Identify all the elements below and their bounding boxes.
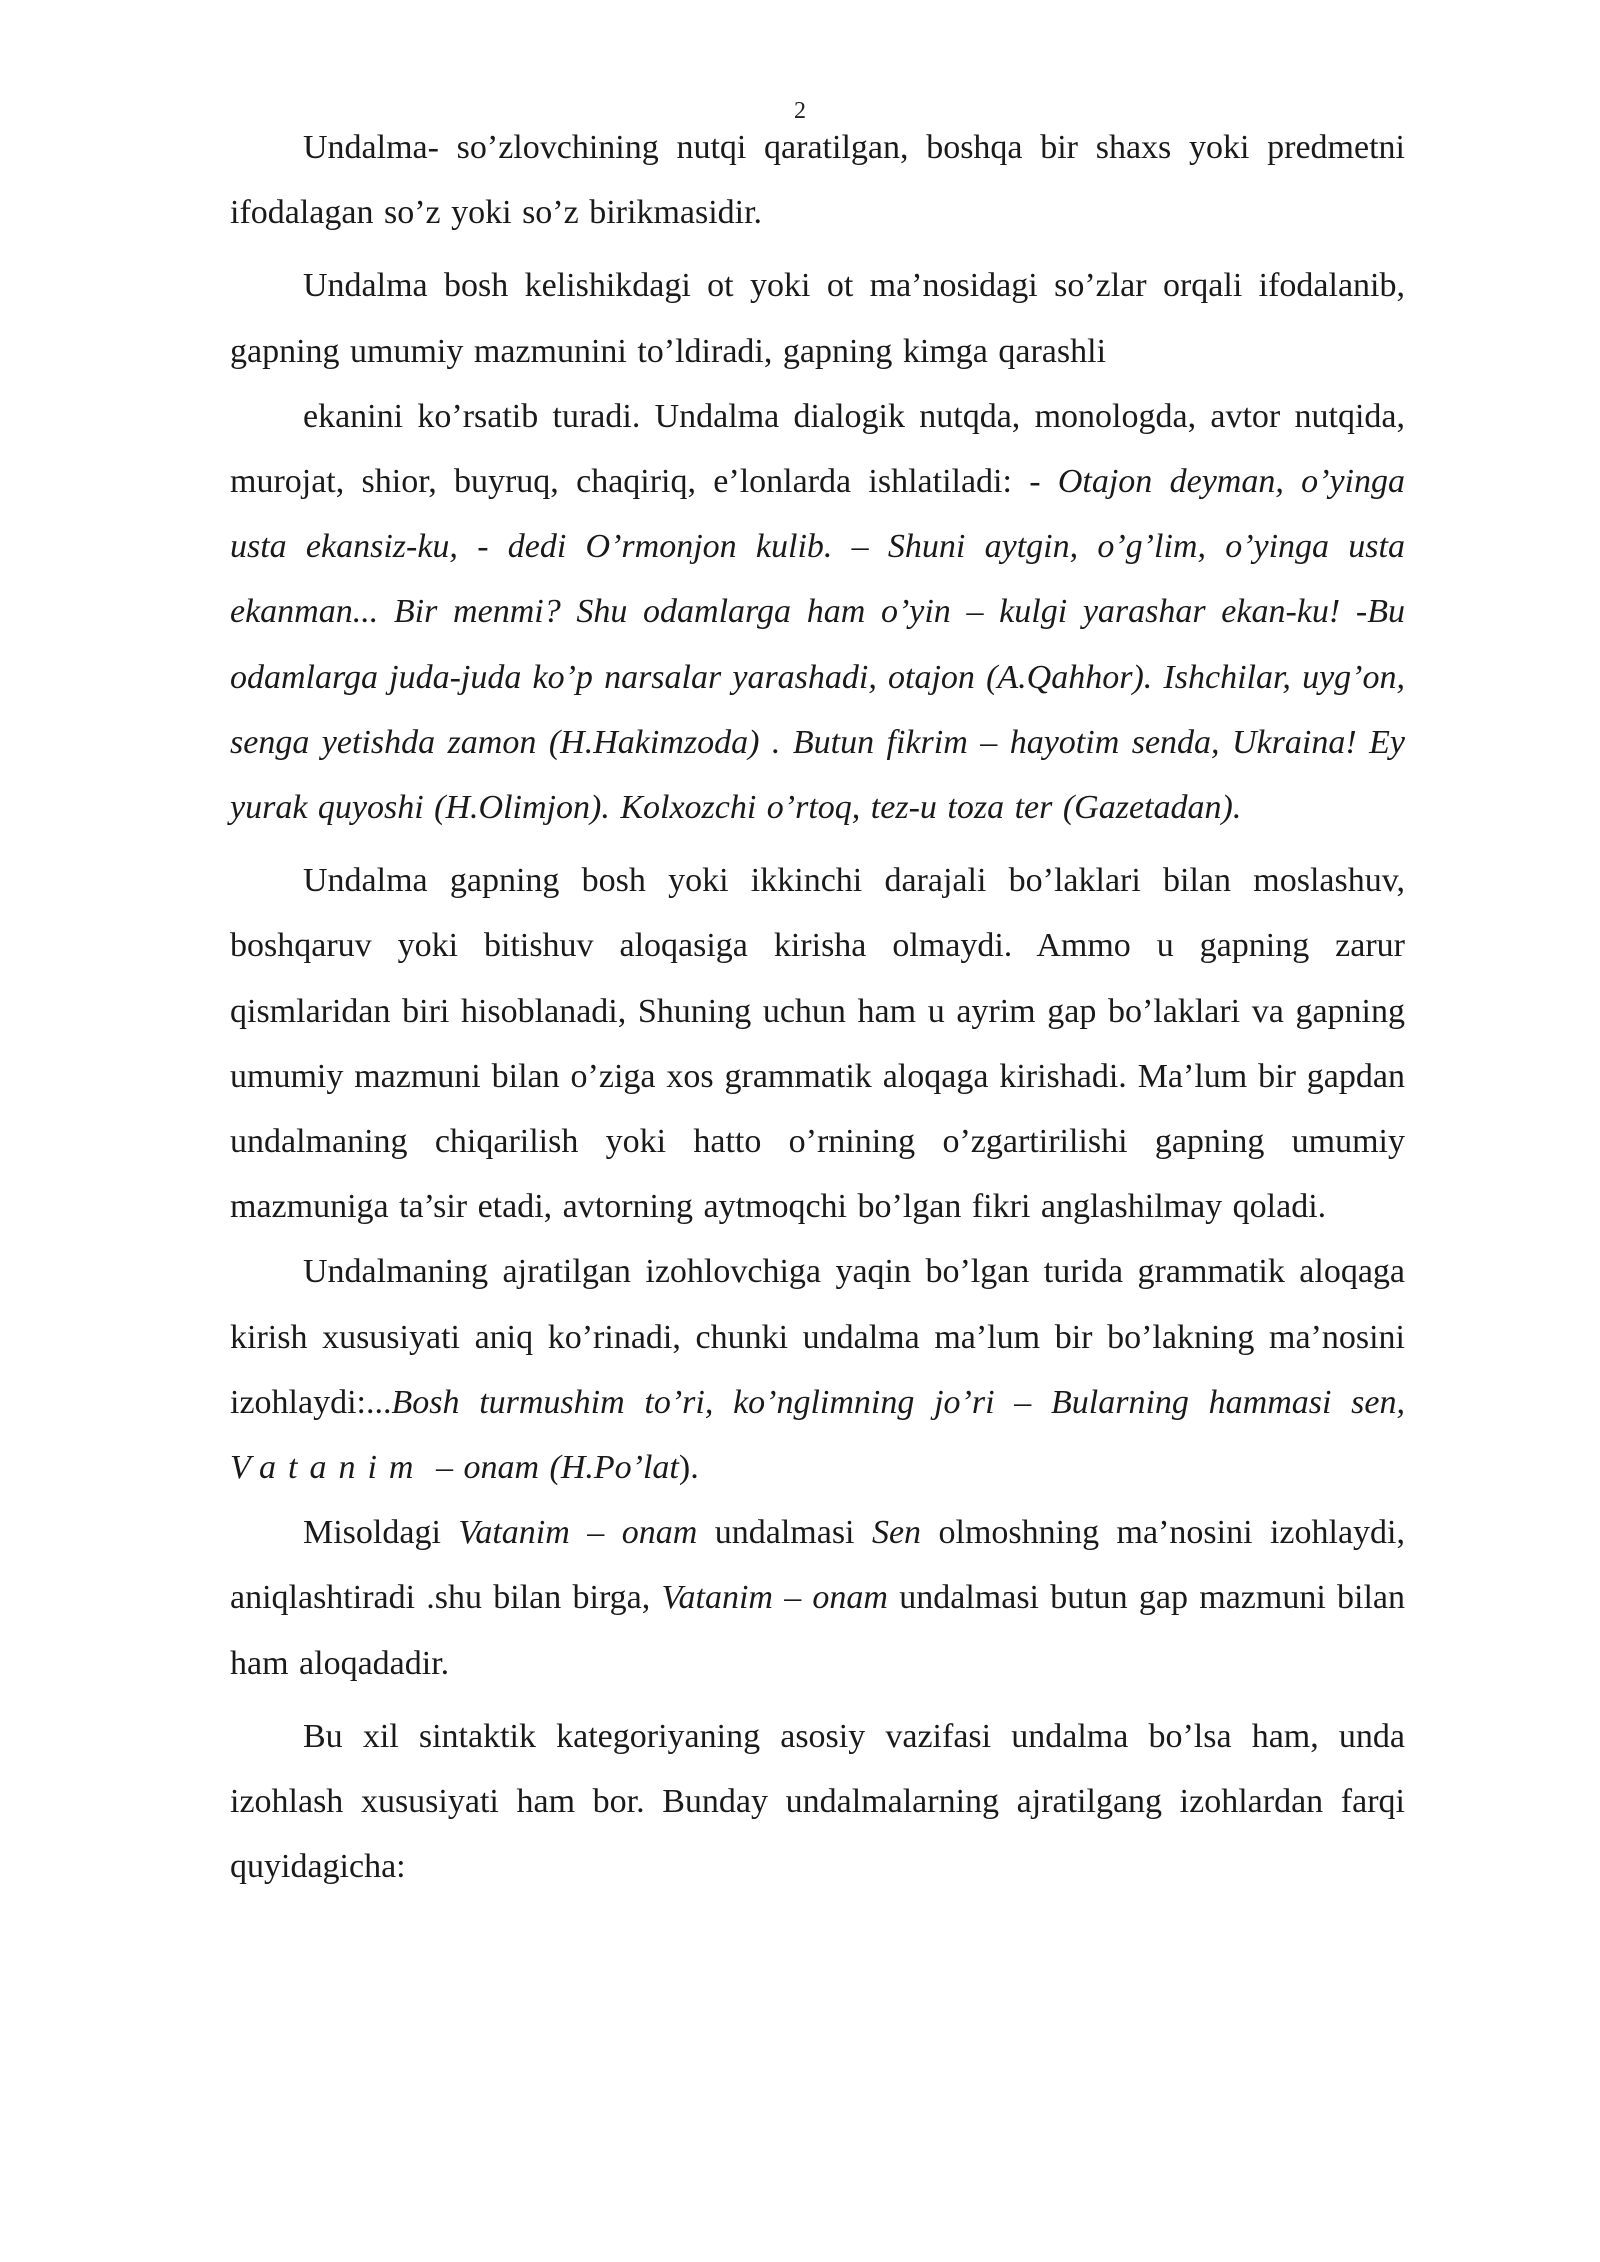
paragraph-undalma-usage-examples: [230, 384, 1405, 840]
text-span: Undalma gapning bosh yoki ikkinchi darajali bo’laklari bilan moslashuv, boshqaruv yoki bitishuv aloqasiga kirisha olmaydi. Ammo u gapning zarur qismlaridan biri hisoblanadi, Shuning uchun ham u ayrim gap bo’laklari va gapning umumiy mazmuni bilan o’ziga xos grammatik aloqaga kirishadi. Ma’lum bir gapdan undalmaning chiqarilish yoki hatto o’rnining o’zgartirilishi gapning umumiy mazmuniga ta’sir etadi, avtorning aytmoqchi bo’lgan fikri anglashilmay qoladi.: [230, 862, 1405, 1226]
italic-example-span: – onam (H.Po’lat: [425, 1449, 679, 1487]
text-span: ekanini ko’rsatib turadi. Undalma dialogik nutqda, monologda, avtor nutqida, murojat, shior, buyruq, chaqiriq, e’lonlarda ishlatiladi: -: [230, 397, 1405, 501]
text-span: undalmasi butun gap mazmuni bilan ham aloqadadir.: [230, 1579, 1406, 1682]
paragraph-undalma-appositive: [230, 1239, 1405, 1500]
paragraph-undalma-relations: [230, 848, 1405, 1239]
text-span: olmoshning ma’nosini izohlaydi, aniqlashtiradi .shu bilan birga,: [230, 1514, 1405, 1617]
paragraph-undalma-case: [230, 253, 1405, 383]
text-span: Undalmaning ajratilgan izohlovchiga yaqin bo’lgan turida grammatik aloqaga kirish xususiyati aniq ko’rinadi, chunki undalma ma’lum bir bo’lakning ma’nosini izohlaydi:...: [230, 1253, 1405, 1421]
text-span: ).: [678, 1449, 699, 1487]
italic-spaced-word: Vatanim: [230, 1449, 426, 1487]
italic-term-span: Vatanim – onam: [458, 1514, 698, 1552]
text-span: Undalma- so’zlovchining nutqi qaratilgan, boshqa bir shaxs yoki predmetni ifodalagan so’z yoki so’z birikmasidir.: [230, 129, 1405, 232]
text-span: Bu xil sintaktik kategoriyaning asosiy vazifasi undalma bo’lsa ham, unda izohlash xususiyati ham bor. Bunday undalmalarning ajratilgang izohlardan farqi quyidagicha:: [230, 1717, 1405, 1886]
body-text: [230, 115, 1405, 1899]
text-span: Undalma bosh kelishikdagi ot yoki ot ma’nosidagi so’zlar orqali ifodalanib, gapning umumiy mazmunini to’ldiradi, gapning kimga qarashli: [230, 267, 1405, 370]
paragraph-undalma-definition: [230, 115, 1405, 245]
italic-term-span: Sen: [871, 1514, 922, 1552]
text-span: Misoldagi: [303, 1514, 459, 1552]
text-span: undalmasi: [697, 1514, 872, 1552]
italic-example-span: Otajon deyman, o’yinga usta ekansiz-ku, - dedi O’rmonjon kulib. – Shuni aytgin, o’g’lim, o’yinga usta ekanman... Bir menmi? Shu odamlarga ham o’yin – kulgi yarashar ekan-ku! -Bu odamlarga juda-juda ko’p narsalar yarashadi, otajon (A.Qahhor). Ishchilar, uyg’on, senga yetishda zamon (H.Hakimzoda) . Butun fikrim – hayotim senda, Ukraina! Ey yurak quyoshi (H.Olimjon). Kolxozchi o’rtoq, tez-u toza ter (Gazetadan).: [230, 463, 1405, 827]
paragraph-syntactic-category: [230, 1704, 1405, 1900]
paragraph-example-explanation: [230, 1500, 1405, 1696]
italic-term-span: Vatanim – onam: [661, 1579, 888, 1617]
page-number: 2: [794, 98, 806, 124]
italic-example-span: Bosh turmushim to’ri, ko’nglimning jo’ri – Bularning hammasi sen,: [391, 1383, 1405, 1421]
